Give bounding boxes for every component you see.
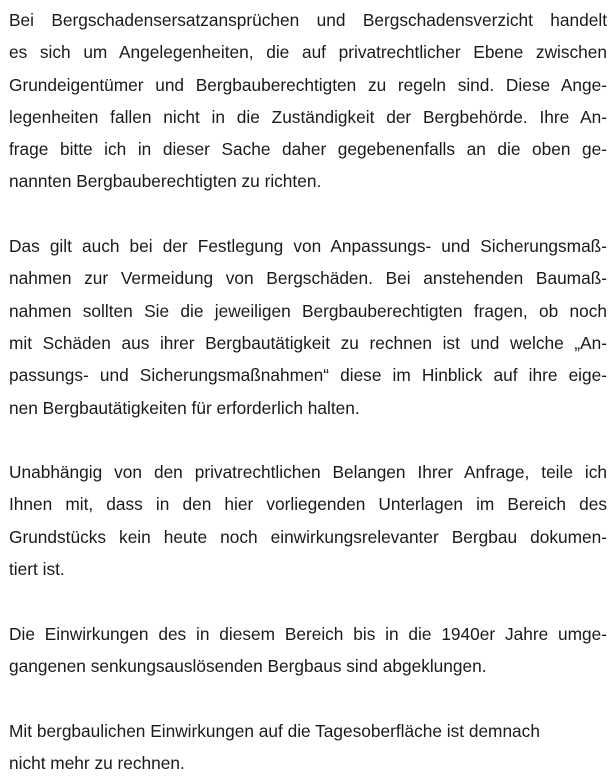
text-line: Grundeigentümer und Bergbauberechtigten zu regeln sind. Diese Ange- [9, 74, 607, 95]
text-line: nannten Bergbauberechtigten zu richten. [9, 171, 322, 192]
text-line: es sich um Angelegenheiten, die auf privatrechtlicher Ebene zwischen [9, 42, 607, 63]
text-line: legenheiten fallen nicht in die Zuständigkeit der Bergbehörde. Ihre An- [9, 106, 607, 127]
paragraph-conclusion [9, 715, 607, 779]
paragraph-adaptation-measures [9, 230, 607, 424]
text-line: gangenen senkungsauslösenden Bergbaus sind abgeklungen. [9, 655, 487, 676]
paragraph-historic-mining [9, 618, 607, 683]
paragraph-findings [9, 456, 607, 585]
text-line: Grundstücks kein heute noch einwirkungsrelevanter Bergbau dokumen- [9, 526, 607, 547]
text-line: passungs- und Sicherungsmaßnahmen“ diese im Hinblick auf ihre eige- [9, 365, 607, 386]
text-line: mit Schäden aus ihrer Bergbautätigkeit zu rechnen ist und welche „An- [9, 332, 607, 353]
text-line: Das gilt auch bei der Festlegung von Anpassungs- und Sicherungsmaß- [9, 236, 607, 257]
text-line: Bei Bergschadensersatzansprüchen und Bergschadensverzicht handelt [9, 10, 607, 30]
text-line: nen Bergbautätigkeiten für erforderlich halten. [9, 397, 360, 418]
text-line: nahmen sollten Sie die jeweiligen Bergbauberechtigten fragen, ob noch [9, 300, 607, 321]
text-line: Mit bergbaulichen Einwirkungen auf die Tagesoberfläche ist demnach [9, 720, 540, 741]
letter-body [9, 0, 607, 779]
text-line: tiert ist. [9, 559, 65, 580]
text-line: Unabhängig von den privatrechtlichen Belangen Ihrer Anfrage, teile ich [9, 462, 607, 483]
text-line: nicht mehr zu rechnen. [9, 752, 185, 773]
text-line: Ihnen mit, dass in den hier vorliegenden Unterlagen im Bereich des [9, 494, 607, 515]
text-line: nahmen zur Vermeidung von Bergschäden. Bei anstehenden Baumaß- [9, 268, 607, 289]
text-line: frage bitte ich in dieser Sache daher gegebenenfalls an die oben ge- [9, 139, 607, 160]
paragraph-damage-claims [9, 4, 607, 198]
text-line: Die Einwirkungen des in diesem Bereich bis in die 1940er Jahre umge- [9, 623, 607, 644]
